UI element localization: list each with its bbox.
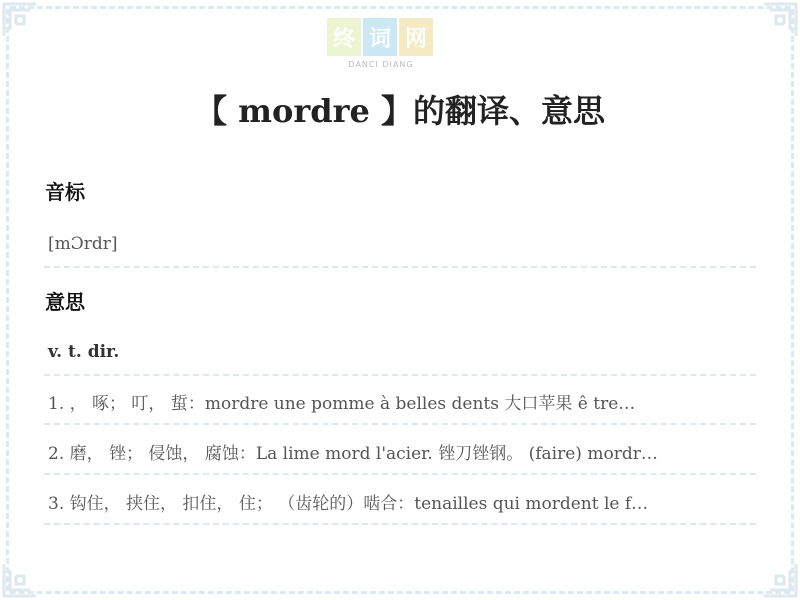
meaning-heading: 意思 [45,290,85,314]
logo-char-2: 词 [363,18,397,56]
corner-ornament-bottom-left [0,560,40,600]
phonetic-heading: 音标 [45,180,85,204]
part-of-speech: v. t. dir. [44,330,756,376]
logo-subtitle: DANCI DIANG [348,60,414,69]
corner-ornament-bottom-right [760,560,800,600]
logo-char-3: 网 [399,18,433,56]
page-title: 【 mordre 】的翻译、意思 [195,92,605,130]
phonetic-value: [mƆrdr] [44,222,756,268]
site-logo[interactable] [327,18,435,76]
meaning-entry-1: 1. ， 啄； 叮， 蜇：mordre une pomme à belles dents 大口苹果 ê tre… [44,379,756,425]
meaning-entry-3: 3. 钩住， 挟住， 扣住， 住； （齿轮的）啮合：tenailles qui mordent le f… [44,479,756,525]
corner-ornament-top-right [760,0,800,40]
meaning-entry-2: 2. 磨， 锉； 侵蚀， 腐蚀：La lime mord l'acier. 锉刀锉钢。 (faire) mordr… [44,429,756,475]
corner-ornament-top-left [0,0,40,40]
logo-char-1: 终 [327,18,361,56]
